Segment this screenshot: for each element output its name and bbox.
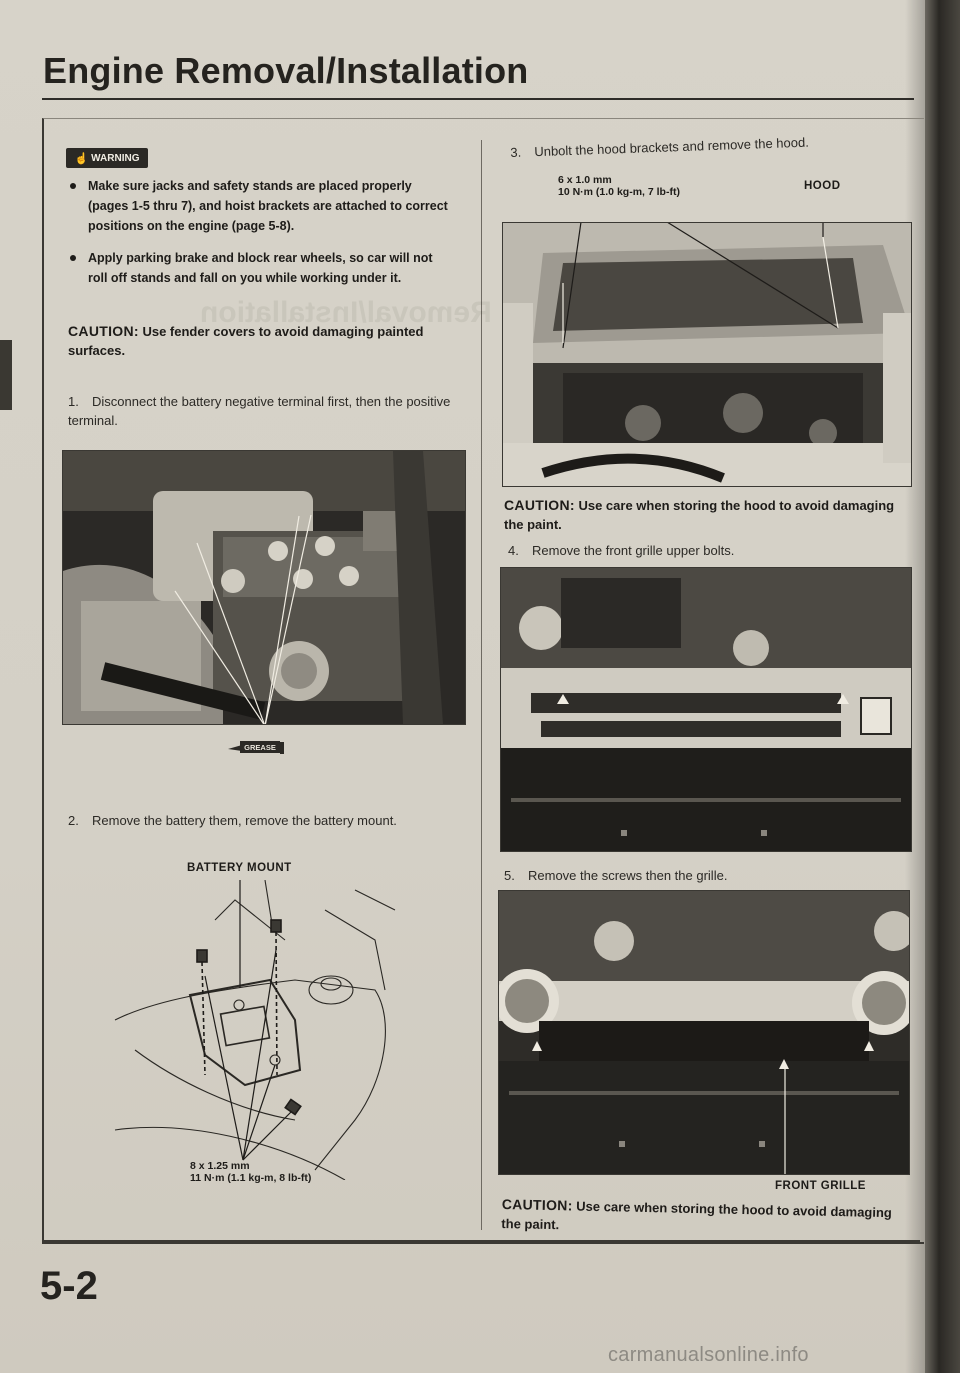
bleed-through-text: Removal/Installation xyxy=(200,296,492,329)
bolt-size: 6 x 1.0 mm xyxy=(558,174,612,186)
hand-warning-icon: ☝ xyxy=(74,152,89,165)
warning-list xyxy=(68,176,453,300)
torque-spec: 11 N·m (1.1 kg-m, 8 lb-ft) xyxy=(190,1172,312,1184)
step-number: 4. xyxy=(508,543,519,558)
warning-item-text: Make sure jacks and safety stands are placed properly (pages 1-5 thru 7), and hoist brackets are attached to correct positions on the engine (page 5-8). xyxy=(88,179,448,233)
bullet-icon xyxy=(70,255,76,261)
caution-hood-storage xyxy=(504,496,904,534)
grille-bolts-photo xyxy=(500,567,912,852)
step-text: Unbolt the hood brackets and remove the hood. xyxy=(534,134,810,160)
page-number: 5-2 xyxy=(40,1264,98,1308)
grease-symbol xyxy=(228,739,288,755)
step-text: Disconnect the battery negative terminal first, then the positive terminal. xyxy=(68,394,451,428)
warning-item xyxy=(68,248,453,288)
step-number: 2. xyxy=(68,813,79,828)
adjacent-page-edge xyxy=(925,0,960,1373)
battery-mount-diagram xyxy=(95,880,415,1180)
step-text: Remove the battery them, remove the battery mount. xyxy=(92,813,397,828)
section-tab-marker xyxy=(0,340,12,410)
grease-label: GREASE xyxy=(240,741,280,753)
step-4 xyxy=(508,541,903,560)
step-5 xyxy=(504,866,899,885)
bolt-spec-hood xyxy=(558,174,758,198)
warning-badge-label: WARNING xyxy=(91,152,140,164)
step-2 xyxy=(68,811,458,830)
step-number: 5. xyxy=(504,868,515,883)
step-text: Remove the screws then the grille. xyxy=(528,868,728,883)
bolt-size: 8 x 1.25 mm xyxy=(190,1160,250,1172)
warning-badge xyxy=(66,148,148,168)
grille-screws-photo xyxy=(498,890,910,1175)
caution-lead: CAUTION: xyxy=(504,497,575,513)
caution-text: Use care when storing the hood to avoid damaging the paint. xyxy=(504,498,895,532)
step-number: 3. xyxy=(510,144,522,160)
page-title: Engine Removal/Installation xyxy=(43,50,529,91)
caution-lead: CAUTION: xyxy=(68,323,139,339)
step-text: Remove the front grille upper bolts. xyxy=(532,543,735,558)
warning-item-text: Apply parking brake and block rear wheels, so car will not roll off stands and fall on you while working under it. xyxy=(88,251,433,285)
caution-text: Use fender covers to avoid damaging painted surfaces. xyxy=(68,324,424,358)
title-rule xyxy=(42,98,914,100)
caution-lead: CAUTION: xyxy=(501,1195,573,1214)
torque-spec: 10 N·m (1.0 kg-m, 7 lb-ft) xyxy=(558,186,680,198)
caution-text: Use care when storing the hood to avoid damaging the paint. xyxy=(501,1198,892,1233)
warning-item xyxy=(68,176,453,236)
step-number: 1. xyxy=(68,394,79,409)
watermark: carmanualsonline.info xyxy=(608,1344,809,1366)
hood-label: HOOD xyxy=(804,180,841,192)
bullet-icon xyxy=(70,183,76,189)
battery-photo xyxy=(62,450,466,725)
bottom-rule xyxy=(42,1240,920,1242)
hood-photo xyxy=(502,222,912,487)
step-1 xyxy=(68,392,453,430)
front-grille-label: FRONT GRILLE xyxy=(775,1180,866,1192)
bolt-spec-battery-mount xyxy=(190,1160,410,1184)
battery-mount-label: BATTERY MOUNT xyxy=(187,862,292,874)
